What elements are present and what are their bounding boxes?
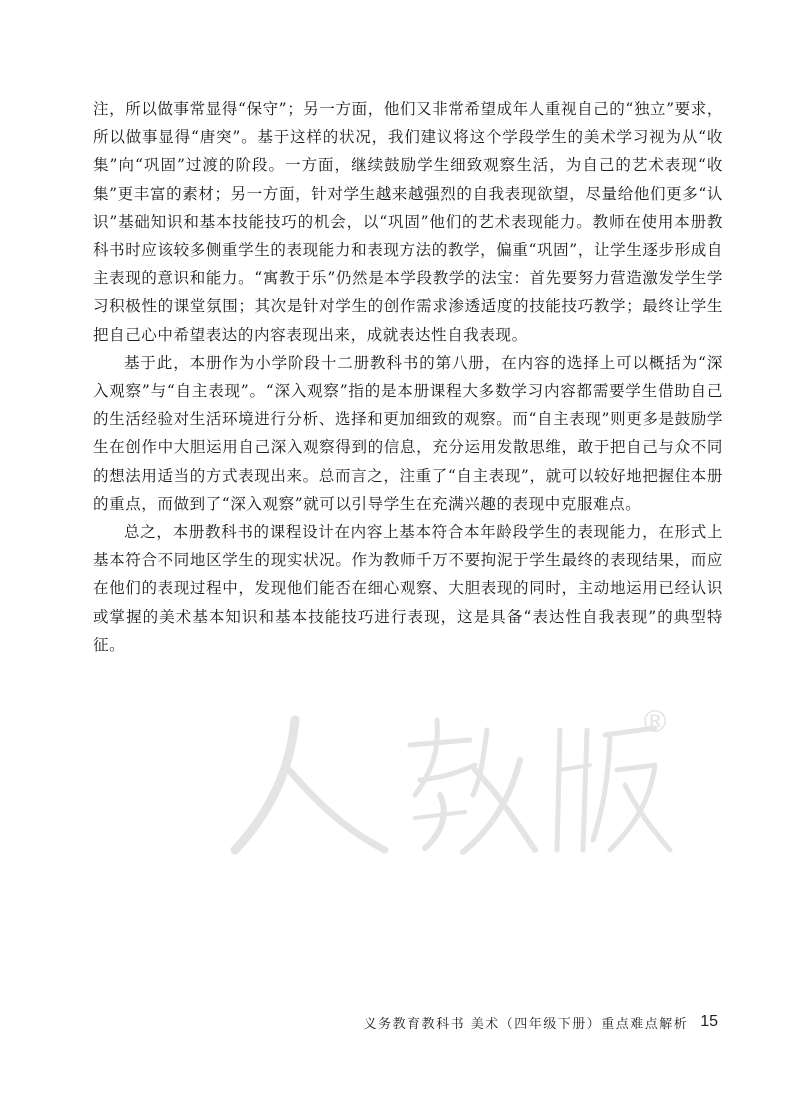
registered-mark: ® <box>640 705 670 740</box>
page-footer <box>300 1010 718 1034</box>
running-footer-book-title: 义务教育教科书 美术（四年级下册）重点难点解析 <box>363 1016 689 1032</box>
paragraph-conclusion: 总之，本册教科书的课程设计在内容上基本符合本年龄段学生的表现能力，在形式上基本符合不同地区学生的现实状况。作为教师千万不要拘泥于学生最终的表现结果，而应在他们的表现过程中，发现他们能否在细心观察、大胆表现的同时，主动地运用已经认识或掌握的美术基本知识和基本技能技巧进行表现，这是具备“表达性自我表现”的典型特征。 <box>93 523 723 654</box>
publisher-logo-watermark-icon <box>225 700 685 870</box>
paragraph-focus-summary: 基于此，本册作为小学阶段十二册教科书的第八册，在内容的选择上可以概括为“深入观察”与“自主表现”。“深入观察”指的是本册课程大多数学习内容都需要学生借助自己的生活经验对生活环境进行分析、选择和更加细致的观察。而“自主表现”则更多是鼓励学生在创作中大胆运用自己深入观察得到的信息，充分运用发散思维，敢于把自己与众不同的想法用适当的方式表现出来。总而言之，注重了“自主表现”，就可以较好地把握住本册的重点，而做到了“深入观察”就可以引导学生在充满兴趣的表现中克服难点。 <box>93 353 723 513</box>
page-body <box>93 95 723 659</box>
page-number: 15 <box>700 1013 718 1030</box>
paragraph-continued: 注，所以做事常显得“保守”；另一方面，他们又非常希望成年人重视自己的“独立”要求，所以做事显得“唐突”。基于这样的状况，我们建议将这个学段学生的美术学习视为从“收集”向“巩固”过渡的阶段。一方面，继续鼓励学生细致观察生活，为自己的艺术表现“收集”更丰富的素材；另一方面，针对学生越来越强烈的自我表现欲望，尽量给他们更多“认识”基础知识和基本技能技巧的机会，以“巩固”他们的艺术表现能力。教师在使用本册教科书时应该较多侧重学生的表现能力和表现方法的教学，偏重“巩固”，让学生逐步形成自主表现的意识和能力。“寓教于乐”仍然是本学段教学的法宝：首先要努力营造激发学生学习积极性的课堂氛围；其次是针对学生的创作需求渗透适度的技能技巧教学；最终让学生把自己心中希望表达的内容表现出来，成就表达性自我表现。 <box>93 100 723 344</box>
